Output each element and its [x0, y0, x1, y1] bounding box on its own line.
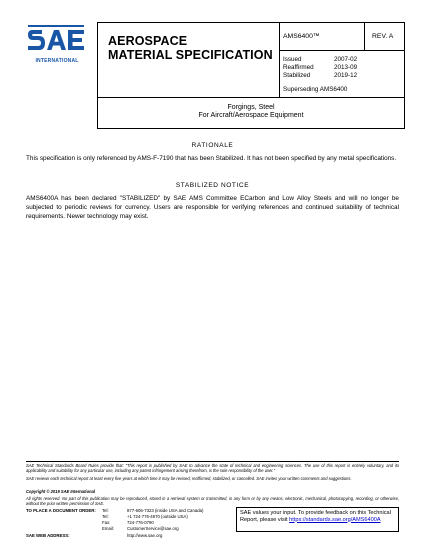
order-email-link[interactable]: CustomerService@sae.org [127, 526, 179, 531]
stabilized-date: 2019-12 [334, 72, 358, 79]
order-label: TO PLACE A DOCUMENT ORDER: [26, 508, 96, 513]
feedback-link[interactable]: https://standards.sae.org/AMS6400A [289, 516, 381, 523]
issued-label: Issued [283, 56, 302, 63]
copyright-text: Copyright © 2019 SAE International [26, 489, 95, 494]
spec-number: AMS6400™ [283, 33, 320, 40]
order-tel-1-label: Tel: [102, 508, 109, 513]
order-email-label: Email: [102, 526, 114, 531]
policy-text: SAE Technical Standards Board Rules provide that: "This report is published by SAE to advance the state of technical and engineering sciences. The use of this report is entirely voluntary, and its applicability and suitability for any particular use, including any patent infringement arising therefrom, is the sole responsibility of the user." [26, 463, 399, 474]
feedback-box [236, 507, 399, 532]
stabilized-label: Stabilized [283, 72, 311, 79]
subject-line-2: For Aircraft/Aerospace Equipment [198, 112, 304, 119]
rationale-heading: RATIONALE [191, 142, 234, 149]
title-line-2: MATERIAL SPECIFICATION [108, 48, 273, 62]
reaffirmed-date: 2013-09 [334, 64, 358, 71]
title-line-1: AEROSPACE [108, 34, 188, 48]
order-tel-2-label: Tel: [102, 514, 109, 519]
web-address-label: SAE WEB ADDRESS: [26, 533, 70, 538]
feedback-text: SAE values your input. To provide feedback on this Technical Report, please visit [240, 510, 391, 523]
subject-cell [97, 97, 405, 129]
web-address-link[interactable]: http://www.sae.org [127, 533, 163, 538]
dates-cell [279, 50, 405, 98]
footer-divider [26, 461, 399, 462]
reaffirmed-label: Reaffirmed [283, 64, 314, 71]
review-text: SAE reviews each technical report at least every five years at which time it may be revised, reaffirmed, stabilized, or cancelled. SAE invites your written comments and suggestions. [26, 476, 352, 481]
rationale-text: This specification is only referenced by AMS-F-7190 that has been Stabilized. It has not been specified by any metal specifications. [26, 155, 397, 162]
rights-text: All rights reserved. No part of this publication may be reproduced, stored in a retrieval system or transmitted, in any form or by any means, electronic, mechanical, photocopying, recording, or otherwise, without the prior written permission of SAE. [26, 496, 399, 507]
logo-subtitle: INTERNATIONAL [35, 58, 79, 64]
order-tel-1[interactable]: 877-606-7323 (inside USA and Canada) [127, 508, 204, 513]
spec-number-cell [279, 22, 365, 51]
subject-line-1: Forgings, Steel [227, 104, 275, 111]
revision-label: REV. A [372, 33, 394, 40]
order-tel-2[interactable]: +1 724-776-4970 (outside USA) [127, 514, 188, 519]
document-title-cell [97, 22, 280, 98]
stabilized-heading: STABILIZED NOTICE [175, 182, 250, 189]
revision-cell [364, 22, 405, 51]
issued-date: 2007-02 [334, 56, 358, 63]
stabilized-text: AMS6400A has been declared "STABILIZED" by SAE AMS Committee ECarbon and Low Alloy Steels and will no longer be subjected to periodic reviews for currency. Users are responsible for verifying references and continued suitability of technical requirements. Newer technology may exist. [26, 195, 399, 220]
order-fax[interactable]: 724-776-0790 [127, 520, 154, 525]
superseding-note: Superseding AMS6400 [283, 86, 348, 93]
order-fax-label: Fax: [102, 520, 111, 525]
